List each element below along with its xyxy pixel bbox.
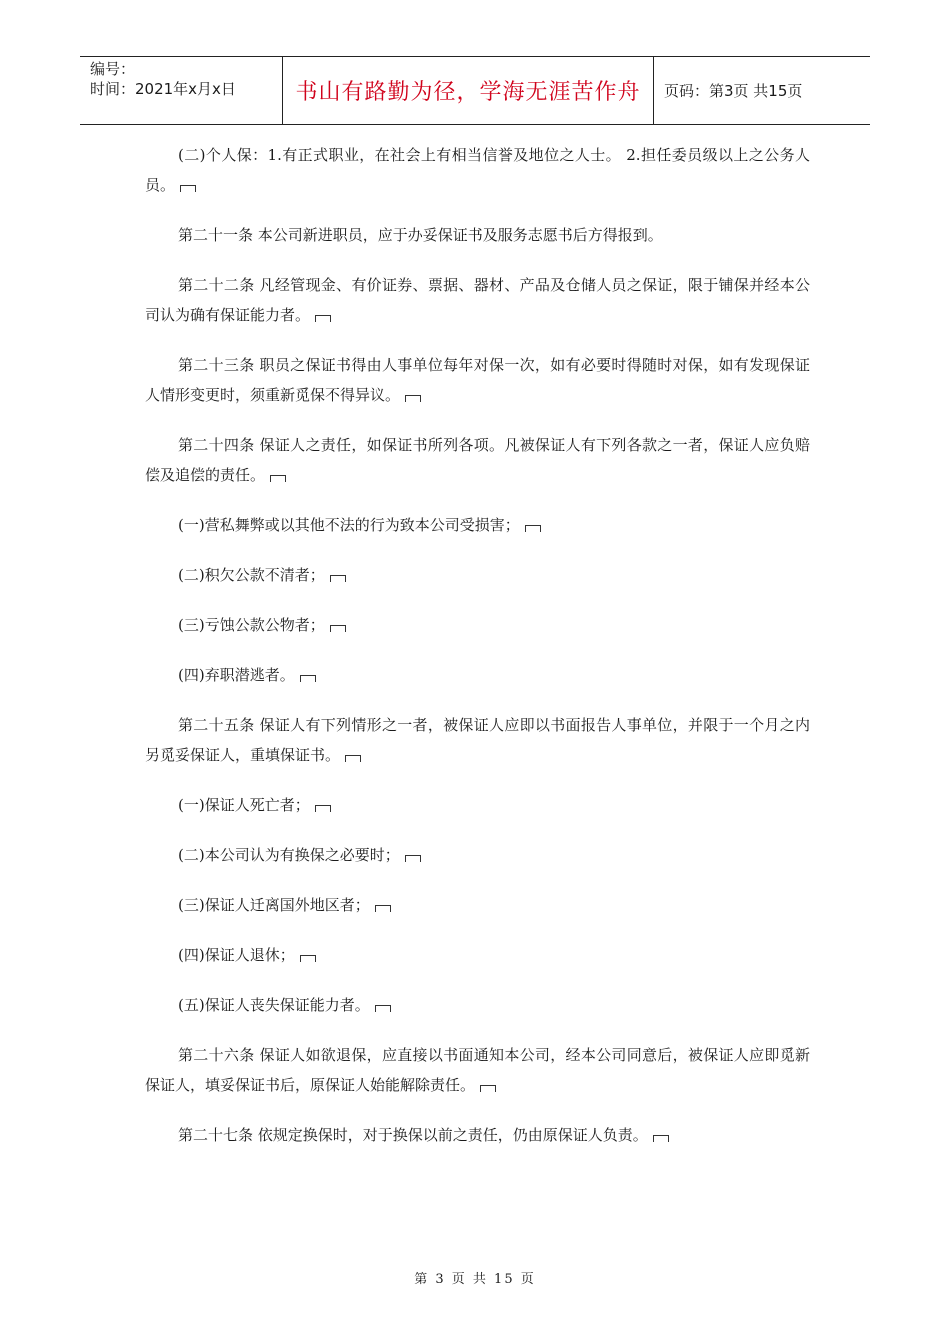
paragraph: [145, 220, 810, 250]
document-time-label: 时间：2021年x月x日: [90, 80, 236, 98]
paragraph: [145, 1040, 810, 1100]
paragraph-mark-icon: [345, 755, 361, 762]
paragraph: [145, 140, 810, 200]
paragraph-mark-icon: [653, 1135, 669, 1142]
header-page-number: 页码：第3页 共15页: [664, 82, 803, 100]
header-motto: 书山有路勤为径，学海无涯苦作舟: [283, 57, 654, 124]
paragraph-text: (一)营私舞弊或以其他不法的行为致本公司受损害；: [178, 516, 520, 534]
paragraph-text: (四)弃职潜逃者。: [178, 666, 295, 684]
paragraph-mark-icon: [405, 855, 421, 862]
paragraph: [145, 1120, 810, 1150]
paragraph: [145, 430, 810, 490]
page-footer: 第 3 页 共 15 页: [414, 1272, 536, 1287]
paragraph-mark-icon: [315, 805, 331, 812]
paragraph: [145, 560, 810, 590]
paragraph-mark-icon: [270, 475, 286, 482]
paragraph-mark-icon: [375, 905, 391, 912]
paragraph: [145, 790, 810, 820]
paragraph: [145, 890, 810, 920]
paragraph-mark-icon: [315, 315, 331, 322]
paragraph: [145, 990, 810, 1020]
paragraph-text: 第二十四条 保证人之责任，如保证书所列各项。凡被保证人有下列各款之一者，保证人应负赔偿及追偿的责任。: [145, 436, 810, 484]
paragraph-text: (二)本公司认为有换保之必要时；: [178, 846, 400, 864]
document-body: [145, 140, 810, 1170]
paragraph-text: 第二十二条 凡经管现金、有价证券、票据、器材、产品及仓储人员之保证，限于铺保并经本公司认为确有保证能力者。: [145, 276, 810, 324]
paragraph-mark-icon: [180, 185, 196, 192]
paragraph-mark-icon: [480, 1085, 496, 1092]
paragraph: [145, 270, 810, 330]
paragraph-text: (四)保证人退休；: [178, 946, 295, 964]
paragraph-mark-icon: [330, 625, 346, 632]
paragraph-mark-icon: [300, 955, 316, 962]
paragraph-text: (三)保证人迁离国外地区者；: [178, 896, 370, 914]
paragraph-text: (一)保证人死亡者；: [178, 796, 310, 814]
paragraph: [145, 610, 810, 640]
header-meta: [80, 57, 283, 124]
paragraph: [145, 350, 810, 410]
paragraph-text: 第二十三条 职员之保证书得由人事单位每年对保一次，如有必要时得随时对保，如有发现保证人情形变更时，须重新觅保不得异议。: [145, 356, 810, 404]
paragraph-text: 第二十七条 依规定换保时，对于换保以前之责任，仍由原保证人负责。: [178, 1126, 648, 1144]
paragraph-text: 第二十六条 保证人如欲退保，应直接以书面通知本公司，经本公司同意后，被保证人应即觅新保证人，填妥保证书后，原保证人始能解除责任。: [145, 1046, 810, 1094]
paragraph-text: 第二十一条 本公司新进职员，应于办妥保证书及服务志愿书后方得报到。: [178, 226, 663, 244]
paragraph: [145, 510, 810, 540]
paragraph-text: (三)亏蚀公款公物者；: [178, 616, 325, 634]
document-header: [80, 56, 870, 125]
paragraph-mark-icon: [330, 575, 346, 582]
paragraph-mark-icon: [525, 525, 541, 532]
document-number-label: 编号：: [90, 60, 136, 78]
paragraph-mark-icon: [405, 395, 421, 402]
paragraph-text: (二)个人保：1.有正式职业，在社会上有相当信誉及地位之人士。 2.担任委员级以上之公务人员。: [145, 146, 810, 194]
paragraph-mark-icon: [375, 1005, 391, 1012]
paragraph-text: (五)保证人丧失保证能力者。: [178, 996, 370, 1014]
paragraph: [145, 940, 810, 970]
paragraph: [145, 710, 810, 770]
paragraph-text: (二)积欠公款不清者；: [178, 566, 325, 584]
paragraph: [145, 660, 810, 690]
paragraph-text: 第二十五条 保证人有下列情形之一者，被保证人应即以书面报告人事单位，并限于一个月之内另觅妥保证人，重填保证书。: [145, 716, 810, 764]
paragraph-mark-icon: [300, 675, 316, 682]
paragraph: [145, 840, 810, 870]
